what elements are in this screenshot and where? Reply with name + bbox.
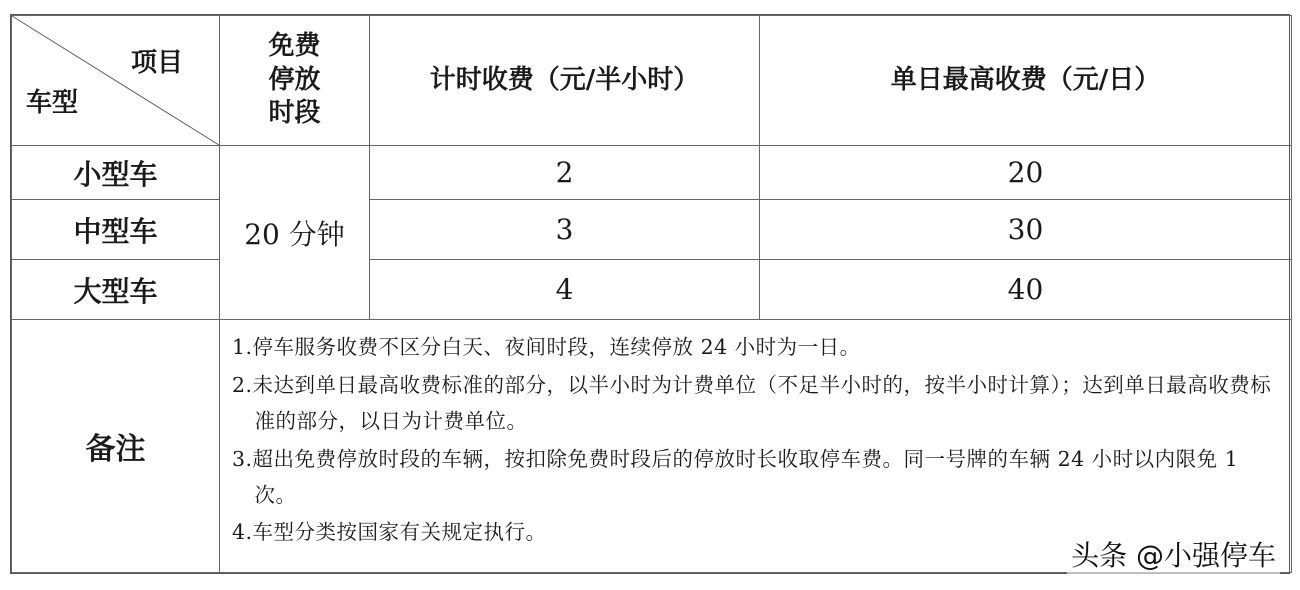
item-label: 项目 [130,48,183,78]
note-item: 3.超出免费停放时段的车辆，按扣除免费时段后的停放时长收取停车费。同一号牌的车辆 24 小时以内限免 1 次。 [232,446,1239,507]
daily-max-header: 单日最高收费（元/日） [760,16,1292,146]
vehicle-type-cell: 大型车 [12,260,220,320]
fee-table-container [10,14,1290,574]
diagonal-divider [12,16,219,145]
vehicle-type-cell: 小型车 [12,146,220,200]
notes-label-cell: 备注 [12,320,220,573]
table-row [12,200,1292,260]
corner-header-cell [12,16,220,146]
vehicle-type-cell: 中型车 [12,200,220,260]
daily-max-cell: 20 [760,146,1292,200]
vehicle-type-label: 车型 [26,88,79,118]
note-item: 2.未达到单日最高收费标准的部分，以半小时为计费单位（不足半小时的，按半小时计算）；达到单日最高收费标准的部分，以日为计费单位。 [232,372,1272,433]
free-period-header [220,16,370,146]
note-item: 4.车型分类按国家有关规定执行。 [232,520,547,545]
parking-fee-table [11,15,1292,573]
table-row [12,260,1292,320]
header-row [12,16,1292,146]
hourly-fee-header: 计时收费（元/半小时） [370,16,760,146]
table-row [12,146,1292,200]
daily-max-cell: 40 [760,260,1292,320]
note-item: 1.停车服务收费不区分白天、夜间时段，连续停放 24 小时为一日。 [232,335,861,359]
hourly-fee-cell: 3 [370,200,760,260]
free-period-cell: 20 分钟 [220,146,370,320]
hourly-fee-cell: 4 [370,260,760,320]
free-period-header-text: 免费停放时段 [268,30,321,129]
daily-max-cell: 30 [760,200,1292,260]
watermark: 头条 @小强停车 [1067,534,1280,574]
hourly-fee-cell: 2 [370,146,760,200]
